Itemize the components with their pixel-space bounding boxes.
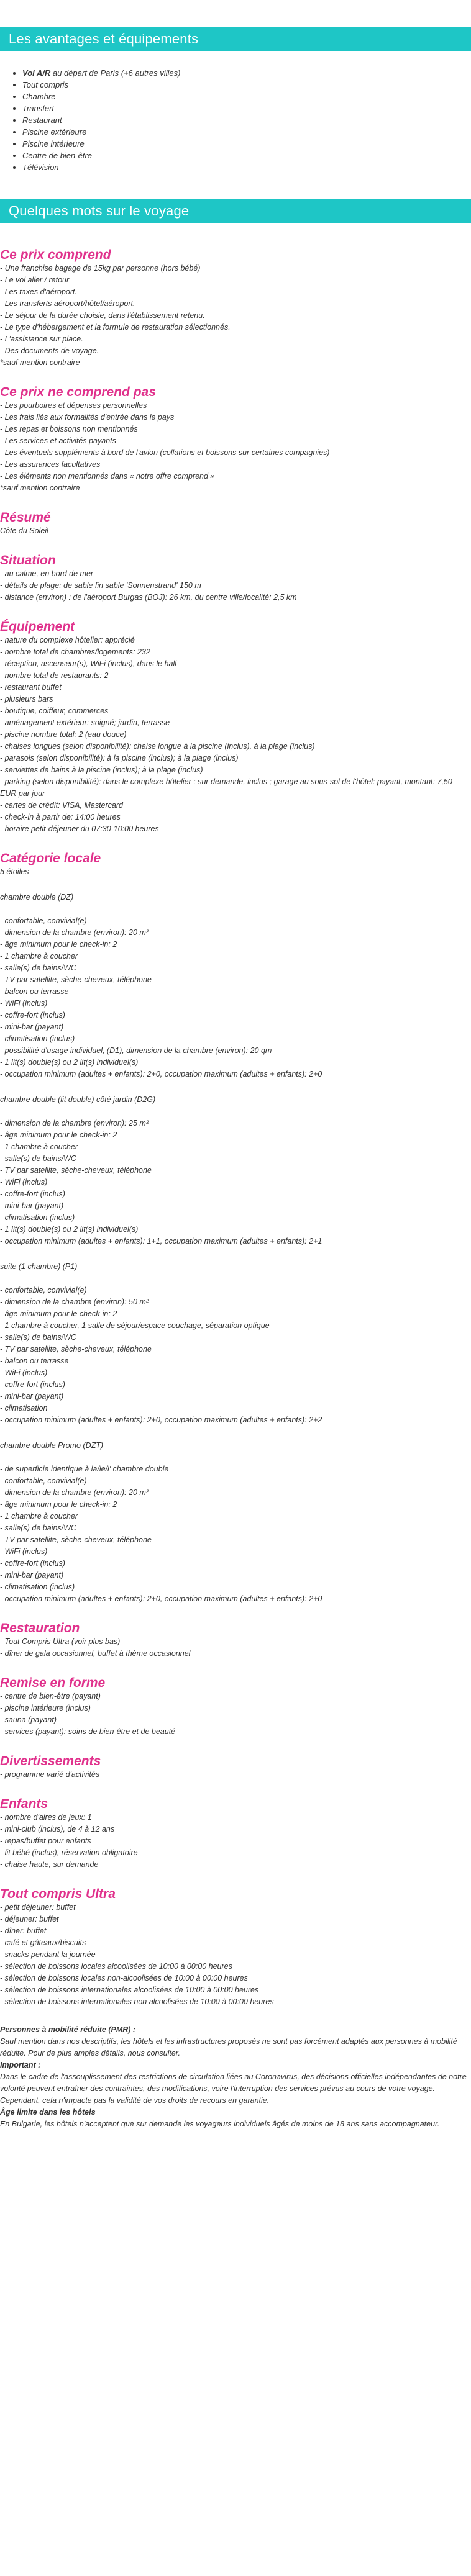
text-line: - horaire petit-déjeuner du 07:30-10:00 heures (0, 825, 159, 833)
room-block (0, 892, 471, 1080)
text-line: - parasols (selon disponibilité): à la piscine (inclus); à la plage (inclus) (0, 754, 239, 762)
text-line: - piscine intérieure (inclus) (0, 1704, 91, 1712)
room-feature-line: - confortable, convivial(e) (0, 1286, 87, 1295)
section-prix-comprend (0, 248, 471, 369)
feature-item (22, 102, 471, 114)
section-resume (0, 510, 471, 537)
text-line: - Les éventuels suppléments à bord de l'avion (collations et boissons sur certaines compagnies) (0, 448, 330, 457)
voyage-header: Quelques mots sur le voyage (0, 199, 471, 223)
text-lines (0, 1636, 471, 1660)
room-feature-line: - TV par satellite, sèche-cheveux, téléphone (0, 1166, 152, 1175)
feature-item (22, 126, 471, 138)
stars-text: 5 étoiles (0, 867, 29, 876)
section-title: Remise en forme (0, 1676, 106, 1690)
room-feature-line: - dimension de la chambre (environ): 50 m² (0, 1298, 149, 1306)
section-notes (0, 2024, 471, 2130)
room-feature-line: - dimension de la chambre (environ): 20 m² (0, 1488, 149, 1497)
text-line: - services (payant): soins de bien-être et de beauté (0, 1727, 176, 1736)
room-feature-line: - WiFi (inclus) (0, 1368, 48, 1377)
text-line: - Une franchise bagage de 15kg par personne (hors bébé) (0, 264, 201, 273)
important-title: Important : (0, 2061, 41, 2069)
room-name: chambre double (DZ) (0, 893, 74, 902)
feature-item-label: Tout compris (22, 80, 68, 89)
section-restauration (0, 1621, 471, 1660)
section-equipement (0, 620, 471, 835)
room-feature-line: - salle(s) de bains/WC (0, 1524, 76, 1532)
text-lines (0, 1902, 471, 2008)
text-line: - dîner: buffet (0, 1927, 47, 1935)
room-block (0, 1440, 471, 1605)
room-feature-line: - 1 chambre à coucher (0, 952, 78, 960)
room-feature-line: - TV par satellite, sèche-cheveux, téléphone (0, 1345, 152, 1354)
feature-item-label: Chambre (22, 92, 56, 101)
text-line: *sauf mention contraire (0, 358, 80, 367)
room-feature-line: - WiFi (inclus) (0, 1547, 48, 1556)
spacer (0, 1273, 471, 1285)
text-line: - repas/buffet pour enfants (0, 1837, 91, 1845)
room-feature-line: - mini-bar (payant) (0, 1201, 64, 1210)
section-title: Catégorie locale (0, 851, 101, 865)
feature-item (22, 150, 471, 161)
text-line: *sauf mention contraire (0, 484, 80, 492)
text-line: - lit bébé (inclus), réservation obligatoire (0, 1848, 138, 1857)
text-line: - Les services et activités payants (0, 436, 116, 445)
room-feature-line: - occupation minimum (adultes + enfants): 2+0, occupation maximum (adultes + enfants): 2+0 (0, 1594, 322, 1603)
room-feature-line: - salle(s) de bains/WC (0, 964, 76, 972)
rooms-list (0, 892, 471, 1605)
room-name: chambre double Promo (DZT) (0, 1441, 104, 1450)
section-title: Restauration (0, 1621, 80, 1635)
room-feature-line: - TV par satellite, sèche-cheveux, téléphone (0, 1535, 152, 1544)
text-line: - sélection de boissons locales non-alcoolisées de 10:00 à 00:00 heures (0, 1974, 248, 1982)
feature-item (22, 138, 471, 150)
text-line: - Le vol aller / retour (0, 276, 70, 284)
text-lines (0, 635, 471, 835)
text-line: Côte du Soleil (0, 526, 48, 535)
room-feature-line: - coffre-fort (inclus) (0, 1011, 65, 1019)
text-line: - parking (selon disponibilité): dans le complexe hôtelier ; sur demande, inclus ; garage au sous-sol de l'hôtel: payant, montant: 7,50 EUR par jour (0, 777, 452, 798)
room-name: suite (1 chambre) (P1) (0, 1262, 78, 1271)
section-divertissements (0, 1754, 471, 1781)
room-feature-line: - 1 chambre à coucher (0, 1142, 78, 1151)
pmr-text: Sauf mention dans nos descriptifs, les hôtels et les infrastructures proposés ne sont pas forcément adaptés aux personnes à mobilité réduite. Pour de plus amples détails, nous consulter. (0, 2037, 457, 2058)
room-feature-line: - mini-bar (payant) (0, 1392, 64, 1401)
features-list (0, 67, 471, 173)
text-line: - restaurant buffet (0, 683, 62, 692)
text-line: - Les éléments non mentionnés dans « notre offre comprend » (0, 472, 215, 481)
text-line: - Le séjour de la durée choisie, dans l'établissement retenu. (0, 311, 205, 320)
section-title: Enfants (0, 1797, 48, 1811)
text-line: - chaise haute, sur demande (0, 1860, 99, 1869)
room-feature-line: - 1 chambre à coucher, 1 salle de séjour/espace couchage, séparation optique (0, 1321, 270, 1330)
room-feature-line: - coffre-fort (inclus) (0, 1190, 65, 1198)
room-feature-line: - salle(s) de bains/WC (0, 1154, 76, 1163)
section-situation (0, 553, 471, 603)
feature-item-bold: Vol A/R (22, 68, 51, 78)
room-feature-line: - WiFi (inclus) (0, 999, 48, 1008)
text-line: - petit déjeuner: buffet (0, 1903, 76, 1912)
text-line: - piscine nombre total: 2 (eau douce) (0, 730, 127, 739)
feature-item (22, 161, 471, 173)
text-line: - sélection de boissons locales alcoolisées de 10:00 à 00:00 heures (0, 1962, 232, 1971)
text-line: - dîner de gala occasionnel, buffet à thème occasionnel (0, 1649, 191, 1658)
text-line: - nombre d'aires de jeux: 1 (0, 1813, 92, 1822)
section-title: Divertissements (0, 1754, 101, 1768)
text-line: - café et gâteaux/biscuits (0, 1938, 86, 1947)
text-lines (0, 568, 471, 603)
room-feature-line: - mini-bar (payant) (0, 1571, 64, 1579)
important-text: Dans le cadre de l'assouplissement des restrictions de circulation liées au Coronavirus, des décisions officielles indépendantes de notre volonté peuvent entraîner des contraintes, des modifications, voire l'interruption des services prévus au cours de votre voyage. (0, 2072, 467, 2093)
section-remise-en-forme (0, 1676, 471, 1738)
text-line: - mini-club (inclus), de 4 à 12 ans (0, 1825, 115, 1833)
section-title: Résumé (0, 510, 51, 525)
room-feature-line: - coffre-fort (inclus) (0, 1559, 65, 1568)
text-lines (0, 1812, 471, 1871)
room-feature-line: - âge minimum pour le check-in: 2 (0, 1309, 117, 1318)
section-prix-ne-comprend (0, 385, 471, 494)
room-feature-line: - climatisation (0, 1404, 48, 1412)
text-line: - boutique, coiffeur, commerces (0, 707, 109, 715)
room-feature-line: - balcon ou terrasse (0, 987, 69, 996)
room-block (0, 1261, 471, 1426)
text-lines (0, 1691, 471, 1738)
room-feature-line: - mini-bar (payant) (0, 1023, 64, 1031)
section-enfants (0, 1797, 471, 1871)
room-feature-line: - possibilité d'usage individuel, (D1), dimension de la chambre (environ): 20 qm (0, 1046, 272, 1055)
text-lines (0, 525, 471, 537)
text-line: - Le type d'hébergement et la formule de restauration sélectionnés. (0, 323, 231, 332)
text-line: - serviettes de bains à la piscine (inclus); à la plage (inclus) (0, 766, 203, 774)
text-line: - chaises longues (selon disponibilité): chaise longue à la piscine (inclus), à la plage (inclus) (0, 742, 315, 751)
spacer (0, 1452, 471, 1463)
text-line: - distance (environ) : de l'aéroport Burgas (BOJ): 26 km, du centre ville/localité: 2,5 km (0, 593, 297, 602)
text-lines (0, 1769, 471, 1781)
text-line: - Les frais liés aux formalités d'entrée dans le pays (0, 413, 175, 422)
age-title: Âge limite dans les hôtels (0, 2108, 96, 2117)
feature-item-label: Restaurant (22, 115, 62, 125)
section-title: Tout compris Ultra (0, 1887, 116, 1901)
text-line: - Les assurances facultatives (0, 460, 101, 469)
text-line: - Tout Compris Ultra (voir plus bas) (0, 1637, 121, 1646)
feature-item-label: Piscine intérieure (22, 139, 85, 148)
feature-item-label: Télévision (22, 163, 59, 172)
text-line: - nombre total de restaurants: 2 (0, 671, 109, 680)
room-feature-line: - TV par satellite, sèche-cheveux, téléphone (0, 975, 152, 984)
room-feature-line: - climatisation (inclus) (0, 1583, 75, 1591)
text-line: - Les taxes d'aéroport. (0, 287, 77, 296)
room-feature-line: - 1 lit(s) double(s) ou 2 lit(s) individuel(s) (0, 1058, 139, 1067)
text-line: - cartes de crédit: VISA, Mastercard (0, 801, 123, 810)
room-feature-line: - âge minimum pour le check-in: 2 (0, 1131, 117, 1139)
text-lines (0, 263, 471, 369)
room-feature-line: - âge minimum pour le check-in: 2 (0, 940, 117, 949)
text-line: - Des documents de voyage. (0, 346, 99, 355)
room-feature-line: - salle(s) de bains/WC (0, 1333, 76, 1342)
section-title: Équipement (0, 620, 75, 634)
text-line: - au calme, en bord de mer (0, 569, 94, 578)
room-feature-line: - 1 chambre à coucher (0, 1512, 78, 1521)
room-feature-line: - occupation minimum (adultes + enfants): 2+0, occupation maximum (adultes + enfants): 2+0 (0, 1070, 322, 1078)
section-tout-compris (0, 1887, 471, 2008)
room-feature-line: - climatisation (inclus) (0, 1213, 75, 1222)
feature-item (22, 79, 471, 91)
text-line: - sélection de boissons internationales non alcoolisées de 10:00 à 00:00 heures (0, 1997, 274, 2006)
room-feature-line: - dimension de la chambre (environ): 25 m² (0, 1119, 149, 1128)
text-line: - sauna (payant) (0, 1715, 57, 1724)
feature-item (22, 67, 471, 79)
room-name: chambre double (lit double) côté jardin (D2G) (0, 1095, 156, 1104)
text-lines (0, 400, 471, 494)
text-line: - L'assistance sur place. (0, 335, 83, 343)
section-title: Ce prix ne comprend pas (0, 385, 156, 399)
room-feature-line: - confortable, convivial(e) (0, 916, 87, 925)
text-line: - Les transferts aéroport/hôtel/aéroport. (0, 299, 135, 308)
room-feature-line: - WiFi (inclus) (0, 1178, 48, 1186)
text-line: - snacks pendant la journée (0, 1950, 96, 1959)
text-line: - réception, ascenseur(s), WiFi (inclus), dans le hall (0, 659, 177, 668)
section-title: Ce prix comprend (0, 248, 111, 262)
feature-item-label: Transfert (22, 104, 55, 113)
text-line: - centre de bien-être (payant) (0, 1692, 101, 1701)
room-feature-line: - occupation minimum (adultes + enfants): 1+1, occupation maximum (adultes + enfants): 2+1 (0, 1237, 322, 1245)
important-text-2: Cependant, cela n'impacte pas la validité de vos droits de recours en garantie. (0, 2096, 270, 2105)
feature-item (22, 91, 471, 102)
spacer (0, 1106, 471, 1118)
room-feature-line: - âge minimum pour le check-in: 2 (0, 1500, 117, 1509)
room-block (0, 1094, 471, 1247)
age-text: En Bulgarie, les hôtels n'acceptent que sur demande les voyageurs individuels âgés de moins de 18 ans sans accompagnateur. (0, 2120, 440, 2128)
text-line: - détails de plage: de sable fin sable 'Sonnenstrand' 150 m (0, 581, 201, 590)
text-line: - Les pourboires et dépenses personnelles (0, 401, 147, 410)
room-feature-line: - de superficie identique à la/le/l' chambre double (0, 1465, 169, 1473)
room-feature-line: - dimension de la chambre (environ): 20 m² (0, 928, 149, 937)
text-line: - nombre total de chambres/logements: 232 (0, 648, 150, 656)
section-categorie (0, 851, 471, 1605)
section-title: Situation (0, 553, 56, 567)
room-feature-line: - climatisation (inclus) (0, 1034, 75, 1043)
text-line: - plusieurs bars (0, 695, 53, 703)
pmr-title: Personnes à mobilité réduite (PMR) : (0, 2025, 136, 2034)
feature-item-label: Piscine extérieure (22, 127, 87, 137)
spacer (0, 903, 471, 915)
text-line: - Les repas et boissons non mentionnés (0, 425, 138, 433)
room-feature-line: - coffre-fort (inclus) (0, 1380, 65, 1389)
feature-item (22, 114, 471, 126)
room-feature-line: - balcon ou terrasse (0, 1357, 69, 1365)
text-line: - check-in à partir de: 14:00 heures (0, 813, 121, 821)
feature-item-label: au départ de Paris (+6 autres villes) (50, 68, 181, 78)
text-line: - nature du complexe hôtelier: apprécié (0, 636, 135, 644)
room-feature-line: - confortable, convivial(e) (0, 1476, 87, 1485)
avantages-header: Les avantages et équipements (0, 27, 471, 51)
room-feature-line: - occupation minimum (adultes + enfants): 2+0, occupation maximum (adultes + enfants): 2+2 (0, 1416, 322, 1424)
text-line: - programme varié d'activités (0, 1770, 100, 1779)
text-line: - déjeuner: buffet (0, 1915, 59, 1923)
text-line: - aménagement extérieur: soigné; jardin, terrasse (0, 718, 170, 727)
feature-item-label: Centre de bien-être (22, 151, 93, 160)
room-feature-line: - 1 lit(s) double(s) ou 2 lit(s) individuel(s) (0, 1225, 139, 1234)
text-line: - sélection de boissons internationales alcoolisées de 10:00 à 00:00 heures (0, 1986, 259, 1994)
